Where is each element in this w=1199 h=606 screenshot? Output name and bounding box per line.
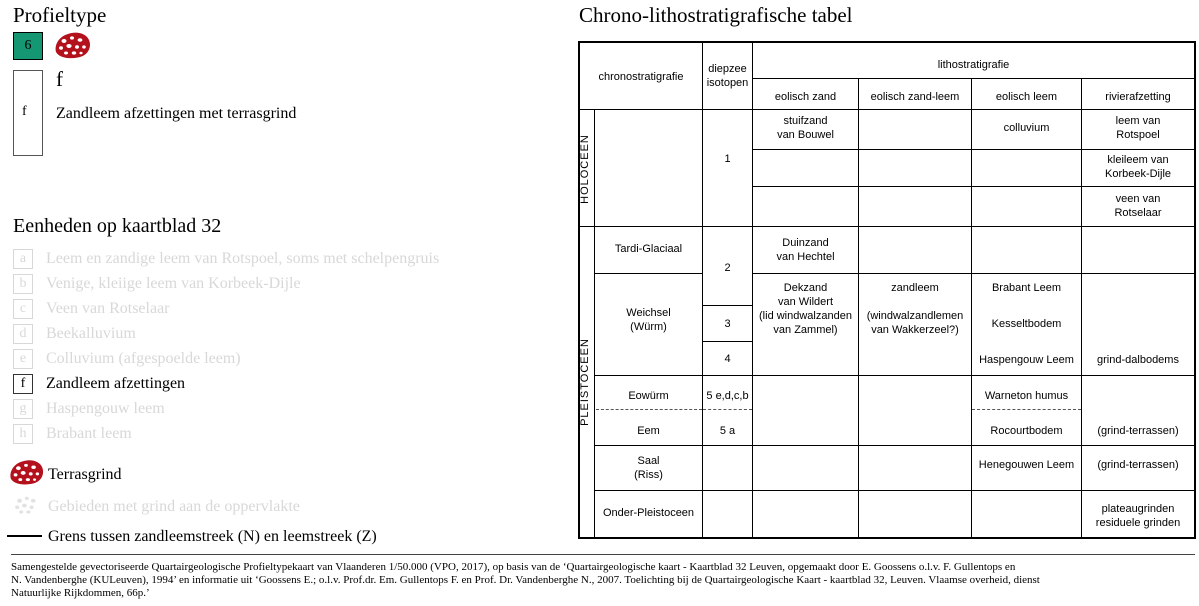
gravel-icon bbox=[52, 30, 92, 60]
unit-f-box bbox=[13, 70, 43, 156]
cell-henegouwen: Henegouwen Leem bbox=[978, 459, 1075, 471]
cell-grind-dalbodems: grind-dalbodems bbox=[1097, 354, 1179, 366]
unit-label: Haspengouw leem bbox=[46, 400, 165, 417]
unit-label: Leem en zandige leem van Rotspoel, soms met schelpengruis bbox=[46, 250, 440, 267]
cell-dekzand-2: van Wildert bbox=[777, 296, 834, 308]
cell-warneton: Warneton humus bbox=[984, 390, 1069, 402]
unit-label: Brabant leem bbox=[46, 425, 132, 442]
stage-eowurm: Eowürm bbox=[628, 390, 669, 402]
head-eolisch-leem: eolisch leem bbox=[995, 91, 1058, 103]
head-chrono: chronostratigrafie bbox=[598, 71, 684, 83]
head-isotope-1: diepzee bbox=[708, 63, 747, 75]
cell-colluvium: colluvium bbox=[1003, 122, 1050, 134]
cell-stuifzand-2: van Bouwel bbox=[777, 129, 834, 141]
head-isotope-2: isotopen bbox=[706, 77, 749, 89]
cell-veen: veen van bbox=[1115, 193, 1161, 205]
footer-line-2: N. Vandenberghe (KULeuven), 1994’ en informatie uit ‘Goossens E.; o.l.v. Prof.dr. Em. Gullentops F. en Prof. Dr. Vandenberghe N., 2007. Toelichting bij de Quartairgeologische Kaart - kaartblad 32, Leuven. Vlaamse overheid, dienst bbox=[11, 574, 1040, 586]
cell-kessel: Kesseltbodem bbox=[991, 318, 1062, 330]
isotope-5-ebcd: 5 e,d,c,b bbox=[706, 390, 749, 402]
unit-label: Colluvium (afgespoelde leem) bbox=[46, 350, 241, 367]
cell-stuifzand: stuifzand bbox=[783, 115, 828, 127]
cell-leem-rotspoel-2: Rotspoel bbox=[1116, 129, 1160, 141]
units-title: Eenheden op kaartblad 32 bbox=[13, 215, 222, 237]
unit-code-box: g bbox=[13, 399, 33, 419]
cell-duinzand: Duinzand bbox=[782, 237, 829, 249]
stage-weichsel: Weichsel bbox=[626, 307, 671, 319]
unit-code-box: a bbox=[13, 249, 33, 269]
gravel-surface-icon bbox=[10, 490, 42, 518]
cell-kleileem-2: Korbeek-Dijle bbox=[1104, 168, 1172, 180]
unit-label: Zandleem afzettingen bbox=[46, 375, 186, 392]
unit-label: Beekalluvium bbox=[46, 325, 136, 342]
cell-dekzand-3: (lid windwalzanden bbox=[759, 310, 852, 322]
cell-brabant: Brabant Leem bbox=[991, 282, 1062, 294]
cell-plateaugrinden: plateaugrinden bbox=[1101, 503, 1175, 515]
cell-leem-rotspoel: leem van bbox=[1115, 115, 1161, 127]
stage-onder: Onder-Pleistoceen bbox=[602, 507, 695, 519]
cell-rocourt: Rocourtbodem bbox=[990, 425, 1063, 437]
isotope-4: 4 bbox=[724, 353, 731, 365]
unit-code-box: h bbox=[13, 424, 33, 444]
cell-dekzand-4: van Zammel) bbox=[773, 324, 838, 336]
table-title: Chrono-lithostratigrafische tabel bbox=[579, 3, 853, 27]
cell-dekzand: Dekzand bbox=[783, 282, 828, 294]
head-eolisch-zand-leem: eolisch zand-leem bbox=[870, 91, 960, 103]
cell-residuele-grinden: residuele grinden bbox=[1095, 517, 1181, 529]
footer-line-3: Natuurlijke Rijkdommen, 66p.’ bbox=[11, 587, 150, 599]
profile-6-swatch: 6 bbox=[13, 32, 43, 60]
stage-riss: (Riss) bbox=[634, 469, 663, 481]
cell-haspengouw: Haspengouw Leem bbox=[979, 354, 1074, 366]
unit-label: Veen van Rotselaar bbox=[46, 300, 170, 317]
stage-tardi: Tardi-Glaciaal bbox=[614, 243, 683, 255]
footer-divider bbox=[11, 554, 1195, 555]
head-eolisch-zand: eolisch zand bbox=[774, 91, 837, 103]
terrasgrind-label: Terrasgrind bbox=[48, 466, 122, 483]
cell-zandleem-3: van Wakkerzeel?) bbox=[871, 324, 959, 336]
boundary-label: Grens tussen zandleemstreek (N) en leemstreek (Z) bbox=[48, 528, 377, 545]
unit-code-box: b bbox=[13, 274, 33, 294]
unit-code-box: f bbox=[13, 374, 33, 394]
cell-duinzand-2: van Hechtel bbox=[776, 251, 835, 263]
profile-title: Profieltype bbox=[13, 3, 107, 27]
cell-kleileem: kleileem van bbox=[1107, 154, 1169, 166]
cell-grind-terrassen-1: (grind-terrassen) bbox=[1097, 425, 1179, 437]
stage-wurm: (Würm) bbox=[630, 321, 667, 333]
cell-grind-terrassen-2: (grind-terrassen) bbox=[1097, 459, 1179, 471]
cell-zandleem-2: (windwalzandlemen bbox=[866, 310, 964, 322]
cell-veen-2: Rotselaar bbox=[1114, 207, 1162, 219]
isotope-5a: 5 a bbox=[719, 425, 736, 437]
unit-f-description: Zandleem afzettingen met terrasgrind bbox=[56, 105, 297, 122]
isotope-1: 1 bbox=[724, 153, 731, 165]
unit-code-box: d bbox=[13, 324, 33, 344]
isotope-2: 2 bbox=[724, 262, 731, 274]
gravel-surface-label: Gebieden met grind aan de oppervlakte bbox=[48, 498, 300, 515]
chrono-litho-table bbox=[578, 41, 1196, 539]
epoch-holoceen: HOLOCEEN bbox=[579, 134, 591, 204]
head-litho: lithostratigrafie bbox=[937, 59, 1010, 71]
epoch-pleistoceen: PLEISTOCEEN bbox=[579, 338, 591, 426]
head-rivier: rivierafzetting bbox=[1105, 91, 1171, 103]
footer-line-1: Samengestelde gevectoriseerde Quartairgeologische Profieltypekaart van Vlaanderen 1/50.000 (VPO, 2017), op basis van de ‘Quartairgeologische kaart - Kaartblad 32 Leuven, opgemaakt door E. Goossens o.l.v. F. Gullentops en bbox=[11, 561, 1016, 573]
terrasgrind-icon bbox=[7, 457, 45, 487]
stage-eem: Eem bbox=[637, 425, 660, 437]
unit-code-box: e bbox=[13, 349, 33, 369]
unit-f-symbol: f bbox=[56, 67, 63, 91]
stage-saal: Saal bbox=[637, 455, 660, 467]
boundary-line-icon bbox=[7, 535, 42, 537]
unit-label: Venige, kleiige leem van Korbeek-Dijle bbox=[46, 275, 301, 292]
unit-f-box-letter: f bbox=[22, 104, 27, 119]
unit-code-box: c bbox=[13, 299, 33, 319]
isotope-3: 3 bbox=[724, 318, 731, 330]
cell-zandleem: zandleem bbox=[891, 282, 939, 294]
